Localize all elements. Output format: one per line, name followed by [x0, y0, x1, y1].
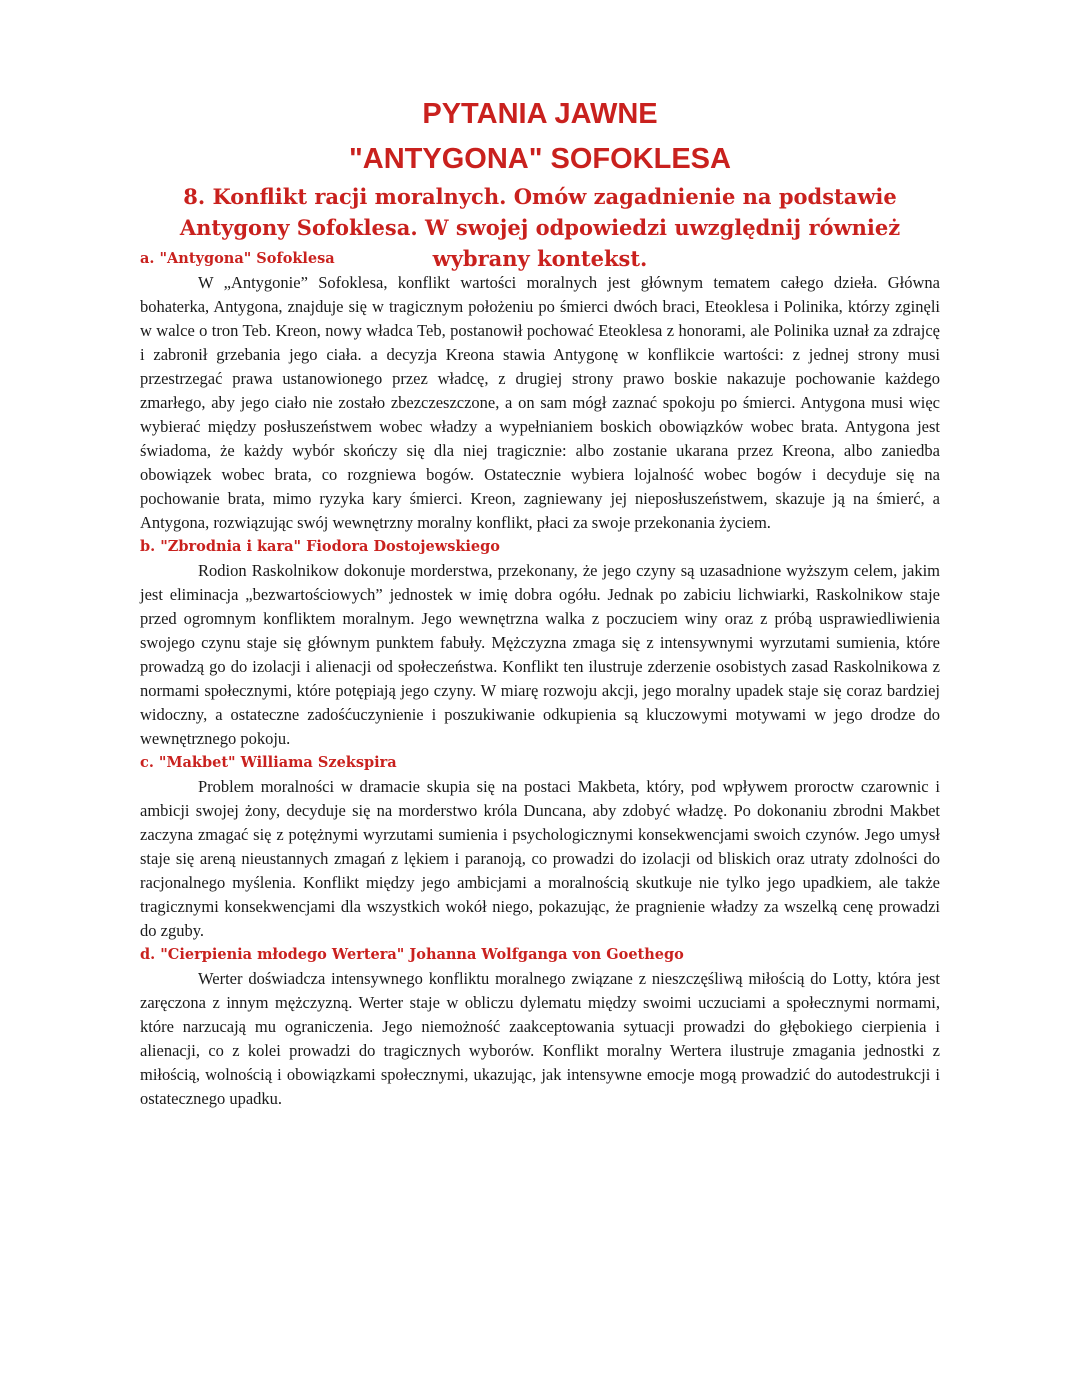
- answer-content: [140, 247, 940, 1111]
- document-title-line1: PYTANIA JAWNE: [422, 98, 658, 130]
- section-heading: a. "Antygona" Sofoklesa: [140, 250, 335, 267]
- section-heading: b. "Zbrodnia i kara" Fiodora Dostojewskiego: [140, 538, 500, 555]
- section-heading: d. "Cierpienia młodego Wertera" Johanna Wolfganga von Goethego: [140, 946, 684, 963]
- section-paragraph: Problem moralności w dramacie skupia się na postaci Makbeta, który, pod wpływem proroctw czarownic i ambicji swojej żony, decyduje się na morderstwo króla Duncana, aby zdobyć władzę. Po dokonaniu zbrodni Makbet zaczyna zmagać się z potężnymi wyrzutami sumienia i psychologicznymi konsekwencjami swoich czynów. Jego umysł staje się areną nieustannych zmagań z lękiem i paranoją, co prowadzi do izolacji od bliskich oraz utraty zdolności do racjonalnego myślenia. Konflikt między jego ambicjami a moralnością skutkuje nie tylko jego upadkiem, ale także tragicznymi konsekwencjami dla wszystkich wokół niego, pokazując, że pragnienie władzy za wszelką cenę prowadzi do zguby.: [140, 777, 940, 940]
- section-heading: c. "Makbet" Williama Szekspira: [140, 754, 397, 771]
- section-makbet: [140, 751, 940, 943]
- question-heading: 8. Konflikt racji moralnych. Omów zagadnienie na podstawie Antygony Sofoklesa. W swojej odpowiedzi uwzględnij również wybrany kontekst.: [179, 184, 901, 271]
- section-paragraph: Rodion Raskolnikow dokonuje morderstwa, przekonany, że jego czyny są uzasadnione wyższym celem, jakim jest eliminacja „bezwartościowych” jednostek w imię dobra ogółu. Jednak po zabiciu lichwiarki, Raskolnikow staje przed ogromnym konfliktem moralnym. Jego wewnętrzna walka z poczuciem winy oraz z próbą usprawiedliwienia swojego czynu staje się głównym punktem fabuły. Mężczyzna zmaga się z intensywnymi wyrzutami sumienia, które prowadzą go do izolacji i alienacji od społeczeństwa. Konflikt ten ilustruje zderzenie osobistych zasad Raskolnikowa z normami społecznymi, które potępiają jego czyny. W miarę rozwoju akcji, jego moralny upadek staje się coraz bardziej widoczny, a ostateczne zadośćuczynienie i poszukiwanie odkupienia są kluczowymi motywami w jego drodze do wewnętrznego pokoju.: [140, 561, 940, 748]
- document-title-line2: "ANTYGONA" SOFOKLESA: [349, 143, 731, 175]
- section-zbrodnia-i-kara: [140, 535, 940, 751]
- section-werter: [140, 943, 940, 1111]
- section-paragraph: W „Antygonie” Sofoklesa, konflikt wartości moralnych jest głównym tematem całego dzieła. Główna bohaterka, Antygona, znajduje się w tragicznym położeniu po śmierci dwóch braci, Eteoklesa i Polinika, którzy zginęli w walce o tron Teb. Kreon, nowy władca Teb, postanowił pochować Eteoklesa z honorami, ale Polinika uznał za zdrajcę i zabronił grzebania jego ciała. a decyzja Kreona stawia Antygonę w konflikcie wartości: z jednej strony musi przestrzegać prawa ustanowionego przez władcę, z drugiej strony prawo boskie nakazuje pochowanie każdego zmarłego, aby jego ciało nie zostało zbezczeszczone, a on sam mógł zaznać spokoju po śmierci. Antygona musi więc wybierać między posłuszeństwem wobec władzy a wypełnianiem boskich obowiązków wobec brata. Antygona jest świadoma, że każdy wybór skończy się dla niej tragicznie: albo zostanie ukarana przez Kreona, albo zaniedba obowiązek wobec brata, co rozgniewa bogów. Ostatecznie wybiera lojalność wobec bogów i decyduje się na pochowanie brata, mimo ryzyka kary śmierci. Kreon, zagniewany jej nieposłuszeństwem, skazuje ją na śmierć, a Antygona, rozwiązując swój wewnętrzny moralny konflikt, płaci za swoje przekonania życiem.: [140, 273, 940, 532]
- section-antygona: [140, 247, 940, 535]
- section-paragraph: Werter doświadcza intensywnego konfliktu moralnego związane z nieszczęśliwą miłością do Lotty, która jest zaręczona z innym mężczyzną. Werter staje w obliczu dylematu między swoimi uczuciami a społecznymi normami, które narzucają mu ograniczenia. Jego niemożność zaakceptowania sytuacji prowadzi do głębokiego cierpienia i alienacji, co z kolei prowadzi do tragicznych wyborów. Konflikt moralny Wertera ilustruje zmagania jednostki z miłością, wolnością i obowiązkami społecznymi, ukazując, jak intensywne emocje mogą prowadzić do autodestrukcji i ostatecznego upadku.: [140, 969, 940, 1108]
